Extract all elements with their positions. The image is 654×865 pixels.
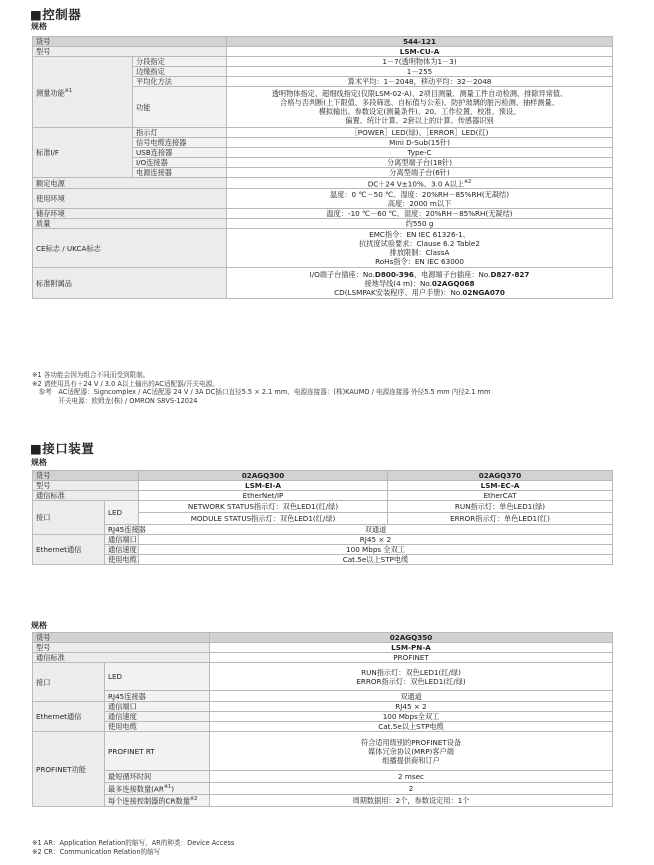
t1-cable-label: 使用电缆 <box>105 555 139 565</box>
t2-model-value: LSM-PN-A <box>210 643 613 653</box>
segment-value: 1－7(透明物体为1－3) <box>227 57 613 67</box>
edge-label: 边缘指定 <box>133 67 227 77</box>
interface-notes: ※1 AR：Application Relation的缩写，AR的种类：Device Access ※2 CR：Communication Relation的缩写 <box>32 839 235 856</box>
interface-section-title: ■接口装置 <box>30 441 95 456</box>
t2-standard-label: 通信标准 <box>33 653 210 663</box>
io-connector-value: 分离型端子台(18针) <box>227 158 613 168</box>
t1-speed-label: 通信速度 <box>105 545 139 555</box>
t1-part-no-label: 货号 <box>33 471 139 481</box>
t2-cr-label: 每个连接控制器的CR数量$^{※2}$ <box>105 795 210 807</box>
t2-rt-label: PROFINET RT <box>105 732 210 771</box>
standard-if-label: 标准I/F <box>33 128 133 178</box>
signal-connector-label: 信号电缆连接器 <box>133 138 227 148</box>
t1-led-label: LED <box>105 501 139 525</box>
t1-model-col2: LSM-EC-A <box>388 481 613 491</box>
t1-model-col1: LSM-EI-A <box>139 481 388 491</box>
t1-part-no-col1: 02AGQ300 <box>139 471 388 481</box>
t1-standard-col1: EtherNet/IP <box>139 491 388 501</box>
t2-speed-label: 通信速度 <box>105 712 210 722</box>
t2-interface-label: 接口 <box>33 663 105 702</box>
interface-spec-table-2 <box>32 632 613 807</box>
t2-rj45-label: RJ45连接器 <box>105 691 210 702</box>
mass-value: 约550 g <box>227 219 613 229</box>
controller-spec-table <box>32 36 613 299</box>
interface-spec-label: 规格 <box>31 458 47 467</box>
indicator-value: ［POWER］LED(绿)、［ERROR］LED(红) <box>227 128 613 138</box>
t1-part-no-col2: 02AGQ370 <box>388 471 613 481</box>
t2-part-no-label: 货号 <box>33 633 210 643</box>
io-connector-label: I/O连接器 <box>133 158 227 168</box>
t1-led-row1-col1: NETWORK STATUS指示灯：双色LED1(红/绿) <box>139 501 388 513</box>
env-store-value: 温度：-10 ℃－60 ℃、湿度：20%RH－85%RH(无凝结) <box>227 209 613 219</box>
accessories-label: 标准附属品 <box>33 268 227 299</box>
t2-profinet-label: PROFINET功能 <box>33 732 105 807</box>
t2-model-label: 型号 <box>33 643 210 653</box>
signal-connector-value: Mini D-Sub(15针) <box>227 138 613 148</box>
interface-spec-label-2: 规格 <box>31 621 47 630</box>
rated-power-value: DC＋24 V±10%、3.0 A以上$^{※2}$ <box>227 178 613 189</box>
function-value: 透明物体指定、超细线指定(仅限LSM-02-A)、2项目测量、测量工件自动检测、排除异常值、 合格与否判断(上下限值、多段筛选、自标值与公差)、防护玻璃的脏污检测、抽样测量、 模拟输出、参数设定(测量条件)、20、工作位置、校准、预设、 偏置、统计计算、2套以上的计算、传感器识别 <box>227 87 613 128</box>
ce-label: CE标志 / UKCA标志 <box>33 229 227 268</box>
t2-part-no-value: 02AGQ350 <box>210 633 613 643</box>
t1-speed-value: 100 Mbps 全双工 <box>139 545 613 555</box>
t2-led-label: LED <box>105 663 210 691</box>
t2-ar-label: 最多连接数量(AR$^{※1}$) <box>105 783 210 795</box>
average-value: 算术平均：1－2048，移动平均：32－2048 <box>227 77 613 87</box>
t2-cable-value: Cat.5e以上STP电缆 <box>210 722 613 732</box>
t2-rt-value: 符合适用级别的PROFINET设备 媒体冗余协议(MRP)客户端 组播提供商和订户 <box>210 732 613 771</box>
t2-cr-value: 周期数据用：2个，参数设定用：1个 <box>210 795 613 807</box>
t1-ethernet-label: Ethernet通信 <box>33 535 105 565</box>
t2-ar-value: 2 <box>210 783 613 795</box>
t1-rj45-label: RJ45连接器 <box>105 525 139 535</box>
t2-port-value: RJ45 × 2 <box>210 702 613 712</box>
model-value: LSM-CU-A <box>227 47 613 57</box>
t2-rj45-value: 双通道 <box>210 691 613 702</box>
controller-spec-label: 规格 <box>31 22 47 31</box>
env-use-label: 使用环境 <box>33 189 227 209</box>
t1-led-row2-col1: MODULE STATUS指示灯：双色LED1(红/绿) <box>139 513 388 525</box>
measure-function-label: 测量功能$^{※1}$ <box>33 57 133 128</box>
part-no-label: 货号 <box>33 37 227 47</box>
power-connector-value: 分离型端子台(6针) <box>227 168 613 178</box>
interface-spec-table-1 <box>32 470 613 565</box>
t1-model-label: 型号 <box>33 481 139 491</box>
edge-value: 1－255 <box>227 67 613 77</box>
t2-cycle-label: 最短循环时间 <box>105 771 210 783</box>
env-store-label: 储存环境 <box>33 209 227 219</box>
t2-speed-value: 100 Mbps全双工 <box>210 712 613 722</box>
usb-connector-label: USB连接器 <box>133 148 227 158</box>
power-connector-label: 电源连接器 <box>133 168 227 178</box>
t1-standard-label: 通信标准 <box>33 491 139 501</box>
segment-label: 分段指定 <box>133 57 227 67</box>
t1-led-row2-col2: ERROR指示灯：单色LED1(红) <box>388 513 613 525</box>
part-no-value: 544-121 <box>227 37 613 47</box>
function-label: 功能 <box>133 87 227 128</box>
t1-port-label: 通信端口 <box>105 535 139 545</box>
t2-ethernet-label: Ethernet通信 <box>33 702 105 732</box>
env-use-value: 温度：0 ℃－50 ℃、湿度：20%RH－85%RH(无凝结) 高度：2000 m以下 <box>227 189 613 209</box>
t2-port-label: 通信端口 <box>105 702 210 712</box>
t1-rj45-value: 双通道 <box>139 525 613 535</box>
t1-led-row1-col2: RUN指示灯：单色LED1(绿) <box>388 501 613 513</box>
accessories-value: I/O端子台插座：No.D800-396、电源端子台插座：No.D827-827 接地导线(4 m)：No.02AGQ068 CD(LSMPAK安装程序、用户手册)：No.02NGA070 <box>227 268 613 299</box>
average-label: 平均化方法 <box>133 77 227 87</box>
indicator-label: 指示灯 <box>133 128 227 138</box>
ce-value: EMC指令：EN IEC 61326-1、 抗扰度试验要求：Clause 6.2 Table2 排放限制：ClassA RoHs指令：EN IEC 63000 <box>227 229 613 268</box>
mass-label: 质量 <box>33 219 227 229</box>
t2-led-value: RUN指示灯：双色LED1(红/绿) ERROR指示灯：双色LED1(红/绿) <box>210 663 613 691</box>
t1-interface-label: 接口 <box>33 501 105 535</box>
controller-section-title: ■控制器 <box>30 7 82 22</box>
rated-power-label: 额定电源 <box>33 178 227 189</box>
t2-cycle-value: 2 msec <box>210 771 613 783</box>
t2-standard-value: PROFINET <box>210 653 613 663</box>
t2-cable-label: 使用电缆 <box>105 722 210 732</box>
controller-notes: ※1 各功能会因为组合不同而受到限制。 ※2 请使用具有＋24 V / 3.0 A以上输出的AC适配器/开关电源。 参考 AC适配器：Signcomplex / AC适配器 24 V / 3A DC插口直径5.5 × 2.1 mm、电源连接器：(株)KAUMO / 电源连接器 外径5.5 mm 内径2.1 mm 开关电源：欧姆龙(株) / OMRON S8VS-12024 <box>32 371 491 405</box>
usb-connector-value: Type-C <box>227 148 613 158</box>
model-label: 型号 <box>33 47 227 57</box>
t1-cable-value: Cat.5e以上STP电缆 <box>139 555 613 565</box>
t1-port-value: RJ45 × 2 <box>139 535 613 545</box>
t1-standard-col2: EtherCAT <box>388 491 613 501</box>
